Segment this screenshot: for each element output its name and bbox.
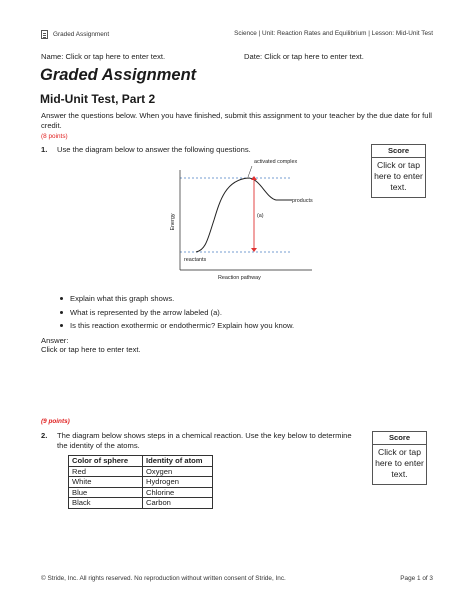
- activated-complex-leader: [248, 166, 252, 177]
- q2-score-label: Score: [373, 432, 426, 445]
- list-item: What is represented by the arrow labeled (a).: [58, 308, 294, 322]
- header-left: [41, 30, 109, 39]
- energy-diagram: [168, 152, 318, 284]
- table-cell: Blue: [69, 487, 143, 498]
- table-row: [69, 487, 213, 498]
- table-row: [69, 477, 213, 488]
- q1-score-box: [371, 144, 426, 198]
- q1-prompt-list: [58, 294, 294, 335]
- answer-field[interactable]: Click or tap here to enter text.: [41, 345, 141, 354]
- page-subtitle: Mid-Unit Test, Part 2: [40, 92, 156, 106]
- x-axis-label: Reaction pathway: [218, 275, 261, 281]
- table-row: [69, 466, 213, 477]
- label-activated-complex: activated complex: [254, 159, 298, 165]
- y-axis-label: Energy: [170, 213, 176, 231]
- table-cell: Black: [69, 498, 143, 509]
- label-reactants: reactants: [184, 257, 207, 263]
- q1-text: Use the diagram below to answer the following questions.: [57, 145, 251, 154]
- page-title: Graded Assignment: [40, 66, 197, 84]
- q1-points: (8 points): [41, 133, 68, 140]
- table-cell: Carbon: [143, 498, 213, 509]
- date-field[interactable]: Date: Click or tap here to enter text.: [244, 52, 364, 61]
- label-arrow-a: (a): [257, 213, 264, 219]
- q2-score-field[interactable]: Click or tap here to enter text.: [375, 447, 424, 479]
- instructions: Answer the questions below. When you have finished, submit this assignment to your teacher by the due date for full credit.: [41, 111, 432, 130]
- q2-number: 2.: [41, 431, 48, 440]
- q1-number: 1.: [41, 145, 48, 154]
- arrow-a-head-bottom: [251, 248, 257, 252]
- footer-copyright: © Stride, Inc. All rights reserved. No reproduction without written consent of Stride, Inc.: [41, 575, 286, 582]
- answer-label: Answer:: [41, 336, 69, 345]
- table-cell: Chlorine: [143, 487, 213, 498]
- footer-page-number: Page 1 of 3: [400, 575, 433, 582]
- document-icon: [41, 30, 48, 39]
- table-cell: Red: [69, 466, 143, 477]
- energy-curve: [196, 178, 292, 252]
- header-course-info: Science | Unit: Reaction Rates and Equilibrium | Lesson: Mid-Unit Test: [234, 30, 433, 37]
- q2-points: (9 points): [41, 418, 70, 425]
- atom-key-table: [68, 455, 213, 509]
- col-header-color: Color of sphere: [69, 456, 143, 467]
- table-cell: Hydrogen: [143, 477, 213, 488]
- col-header-identity: Identity of atom: [143, 456, 213, 467]
- table-header-row: [69, 456, 213, 467]
- table-row: [69, 498, 213, 509]
- label-products: products: [292, 198, 313, 204]
- list-item: Explain what this graph shows.: [58, 294, 294, 308]
- q2-score-box: [372, 431, 427, 485]
- header-doc-title: Graded Assignment: [53, 31, 110, 38]
- table-cell: White: [69, 477, 143, 488]
- table-cell: Oxygen: [143, 466, 213, 477]
- q2-text: The diagram below shows steps in a chemical reaction. Use the key below to determine the identity of the atoms.: [57, 431, 352, 450]
- name-field[interactable]: Name: Click or tap here to enter text.: [41, 52, 166, 61]
- q1-score-field[interactable]: Click or tap here to enter text.: [374, 160, 423, 192]
- list-item: Is this reaction exothermic or endothermic? Explain how you know.: [58, 321, 294, 335]
- q1-score-label: Score: [372, 145, 425, 158]
